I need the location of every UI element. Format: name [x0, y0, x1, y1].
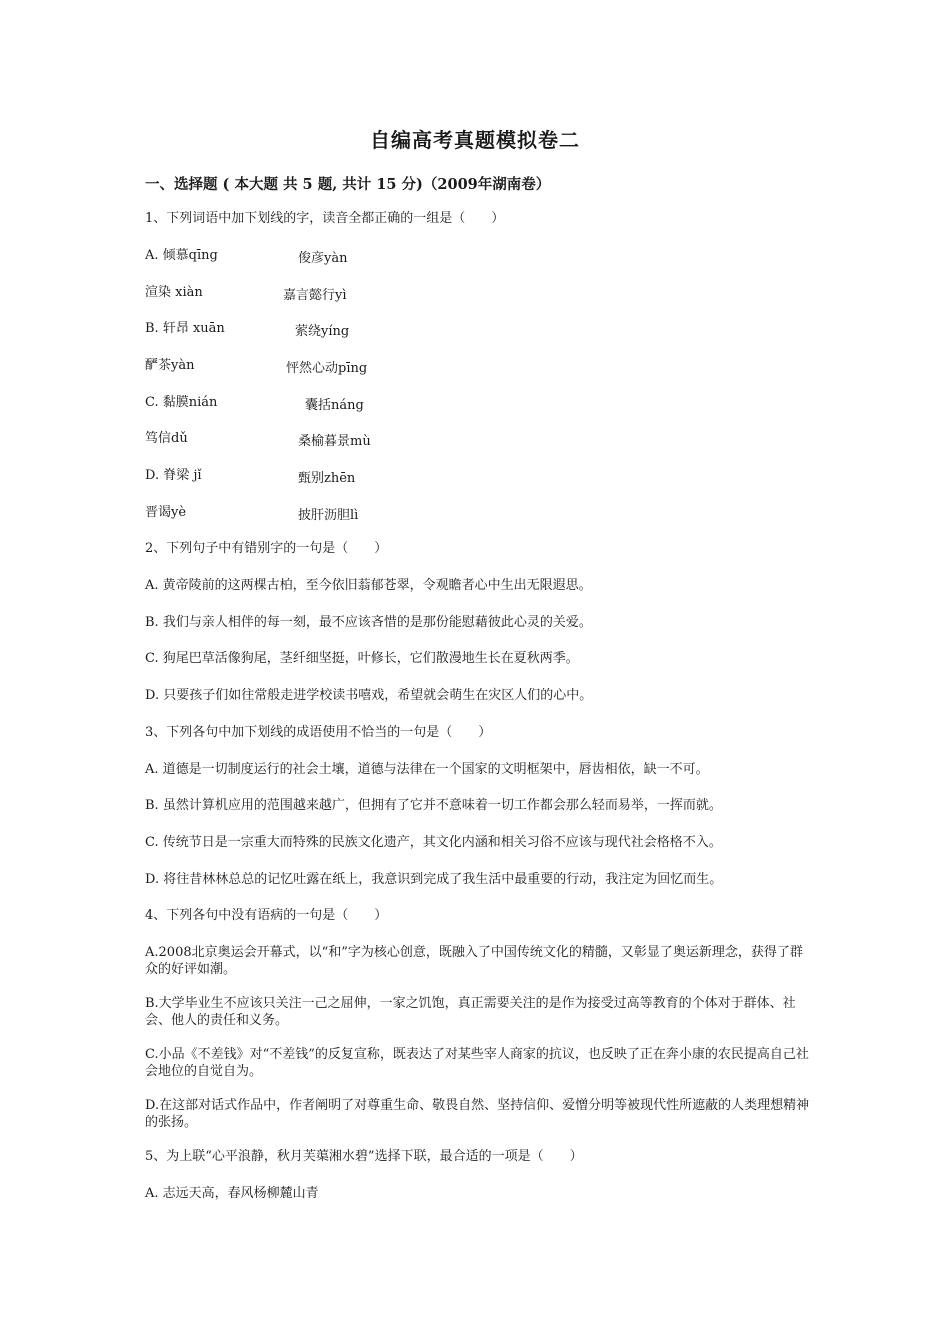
q3-option-c: C. 传统节日是一宗重大而特殊的民族文化遗产，其文化内涵和相关习俗不应该与现代社会格格不入。	[145, 835, 722, 850]
q4-option-b: B.大学毕业生不应该只关注一己之屈伸，一家之饥饱，真正需要关注的是作为接受过高等教育的个体对于群体、社会、他人的责任和义务。	[145, 996, 796, 1028]
section-heading: 一、选择题 ( 本大题 共 5 题, 共计 15 分)（2009年湖南卷）	[145, 176, 551, 193]
q1-option-c-third: 笃信dǔ	[145, 431, 188, 446]
q1-option-a-second: 俊彦yàn	[298, 251, 348, 266]
q1-option-b-third: 酽茶yàn	[145, 358, 195, 373]
q1-option-b-first: B. 轩昂 xuān	[145, 321, 225, 336]
question-4-stem: 4、下列各句中没有语病的一句是（ ）	[145, 908, 388, 923]
q1-option-d-third: 晋谒yè	[145, 505, 187, 520]
question-5-stem: 5、为上联“心平浪静，秋月芙蕖湘水碧”选择下联，最合适的一项是（ ）	[145, 1149, 583, 1164]
q1-option-a-first: A. 倾慕qīng	[145, 248, 218, 263]
q1-option-d-second: 甄别zhēn	[298, 471, 356, 486]
question-1-stem: 1、下列词语中加下划线的字，读音全都正确的一组是（ ）	[145, 211, 505, 226]
question-2-stem: 2、下列句子中有错别字的一句是（ ）	[145, 541, 388, 556]
q1-option-c-first: C. 黏膜nián	[145, 395, 218, 410]
q2-option-a: A. 黄帝陵前的这两棵古柏，至今依旧蓊郁苍翠，令观瞻者心中生出无限遐思。	[145, 578, 592, 593]
question-3-stem: 3、下列各句中加下划线的成语使用不恰当的一句是（ ）	[145, 725, 492, 740]
q1-option-d-fourth: 披肝沥胆lì	[298, 508, 359, 523]
q1-option-b-second: 萦绕yíng	[295, 324, 350, 339]
q1-option-a-fourth: 嘉言懿行yì	[283, 288, 347, 303]
q2-option-d: D. 只要孩子们如往常般走进学校读书嘻戏，希望就会萌生在灾区人们的心中。	[145, 688, 593, 703]
q1-option-d-first: D. 脊梁 jǐ	[145, 468, 202, 483]
page-title: 自编高考真题模拟卷二	[370, 128, 580, 152]
q1-option-c-second: 囊括náng	[305, 398, 364, 413]
q1-option-a-third: 渲染 xiàn	[145, 285, 203, 300]
q3-option-d: D. 将往昔林林总总的记忆吐露在纸上，我意识到完成了我生活中最重要的行动，我注定为回忆而生。	[145, 872, 723, 887]
q2-option-b: B. 我们与亲人相伴的每一刻，最不应该吝惜的是那份能慰藉彼此心灵的关爱。	[145, 615, 592, 630]
q1-option-c-fourth: 桑榆暮景mù	[298, 434, 371, 449]
q5-option-a: A. 志远天高，春风杨柳麓山青	[145, 1186, 319, 1201]
q4-option-a: A.2008北京奥运会开幕式，以“和”字为核心创意，既融入了中国传统文化的精髓，又彰显了奥运新理念，获得了群众的好评如潮。	[145, 945, 803, 977]
q3-option-b: B. 虽然计算机应用的范围越来越广，但拥有了它并不意味着一切工作都会那么轻而易举，一挥而就。	[145, 798, 722, 813]
q4-option-d: D.在这部对话式作品中，作者阐明了对尊重生命、敬畏自然、坚持信仰、爱憎分明等被现代性所遮蔽的人类理想精神的张扬。	[145, 1098, 810, 1130]
q3-option-a: A. 道德是一切制度运行的社会土壤，道德与法律在一个国家的文明框架中，唇齿相依，缺一不可。	[145, 762, 709, 777]
q4-option-c: C.小品《不差钱》对“不差钱”的反复宣称，既表达了对某些宰人商家的抗议，也反映了正在奔小康的农民提高自己社会地位的自觉自为。	[145, 1047, 809, 1079]
q2-option-c: C. 狗尾巴草活像狗尾，茎纤细坚挺，叶修长，它们散漫地生长在夏秋两季。	[145, 651, 579, 666]
q1-option-b-fourth: 怦然心动pīng	[286, 361, 368, 376]
